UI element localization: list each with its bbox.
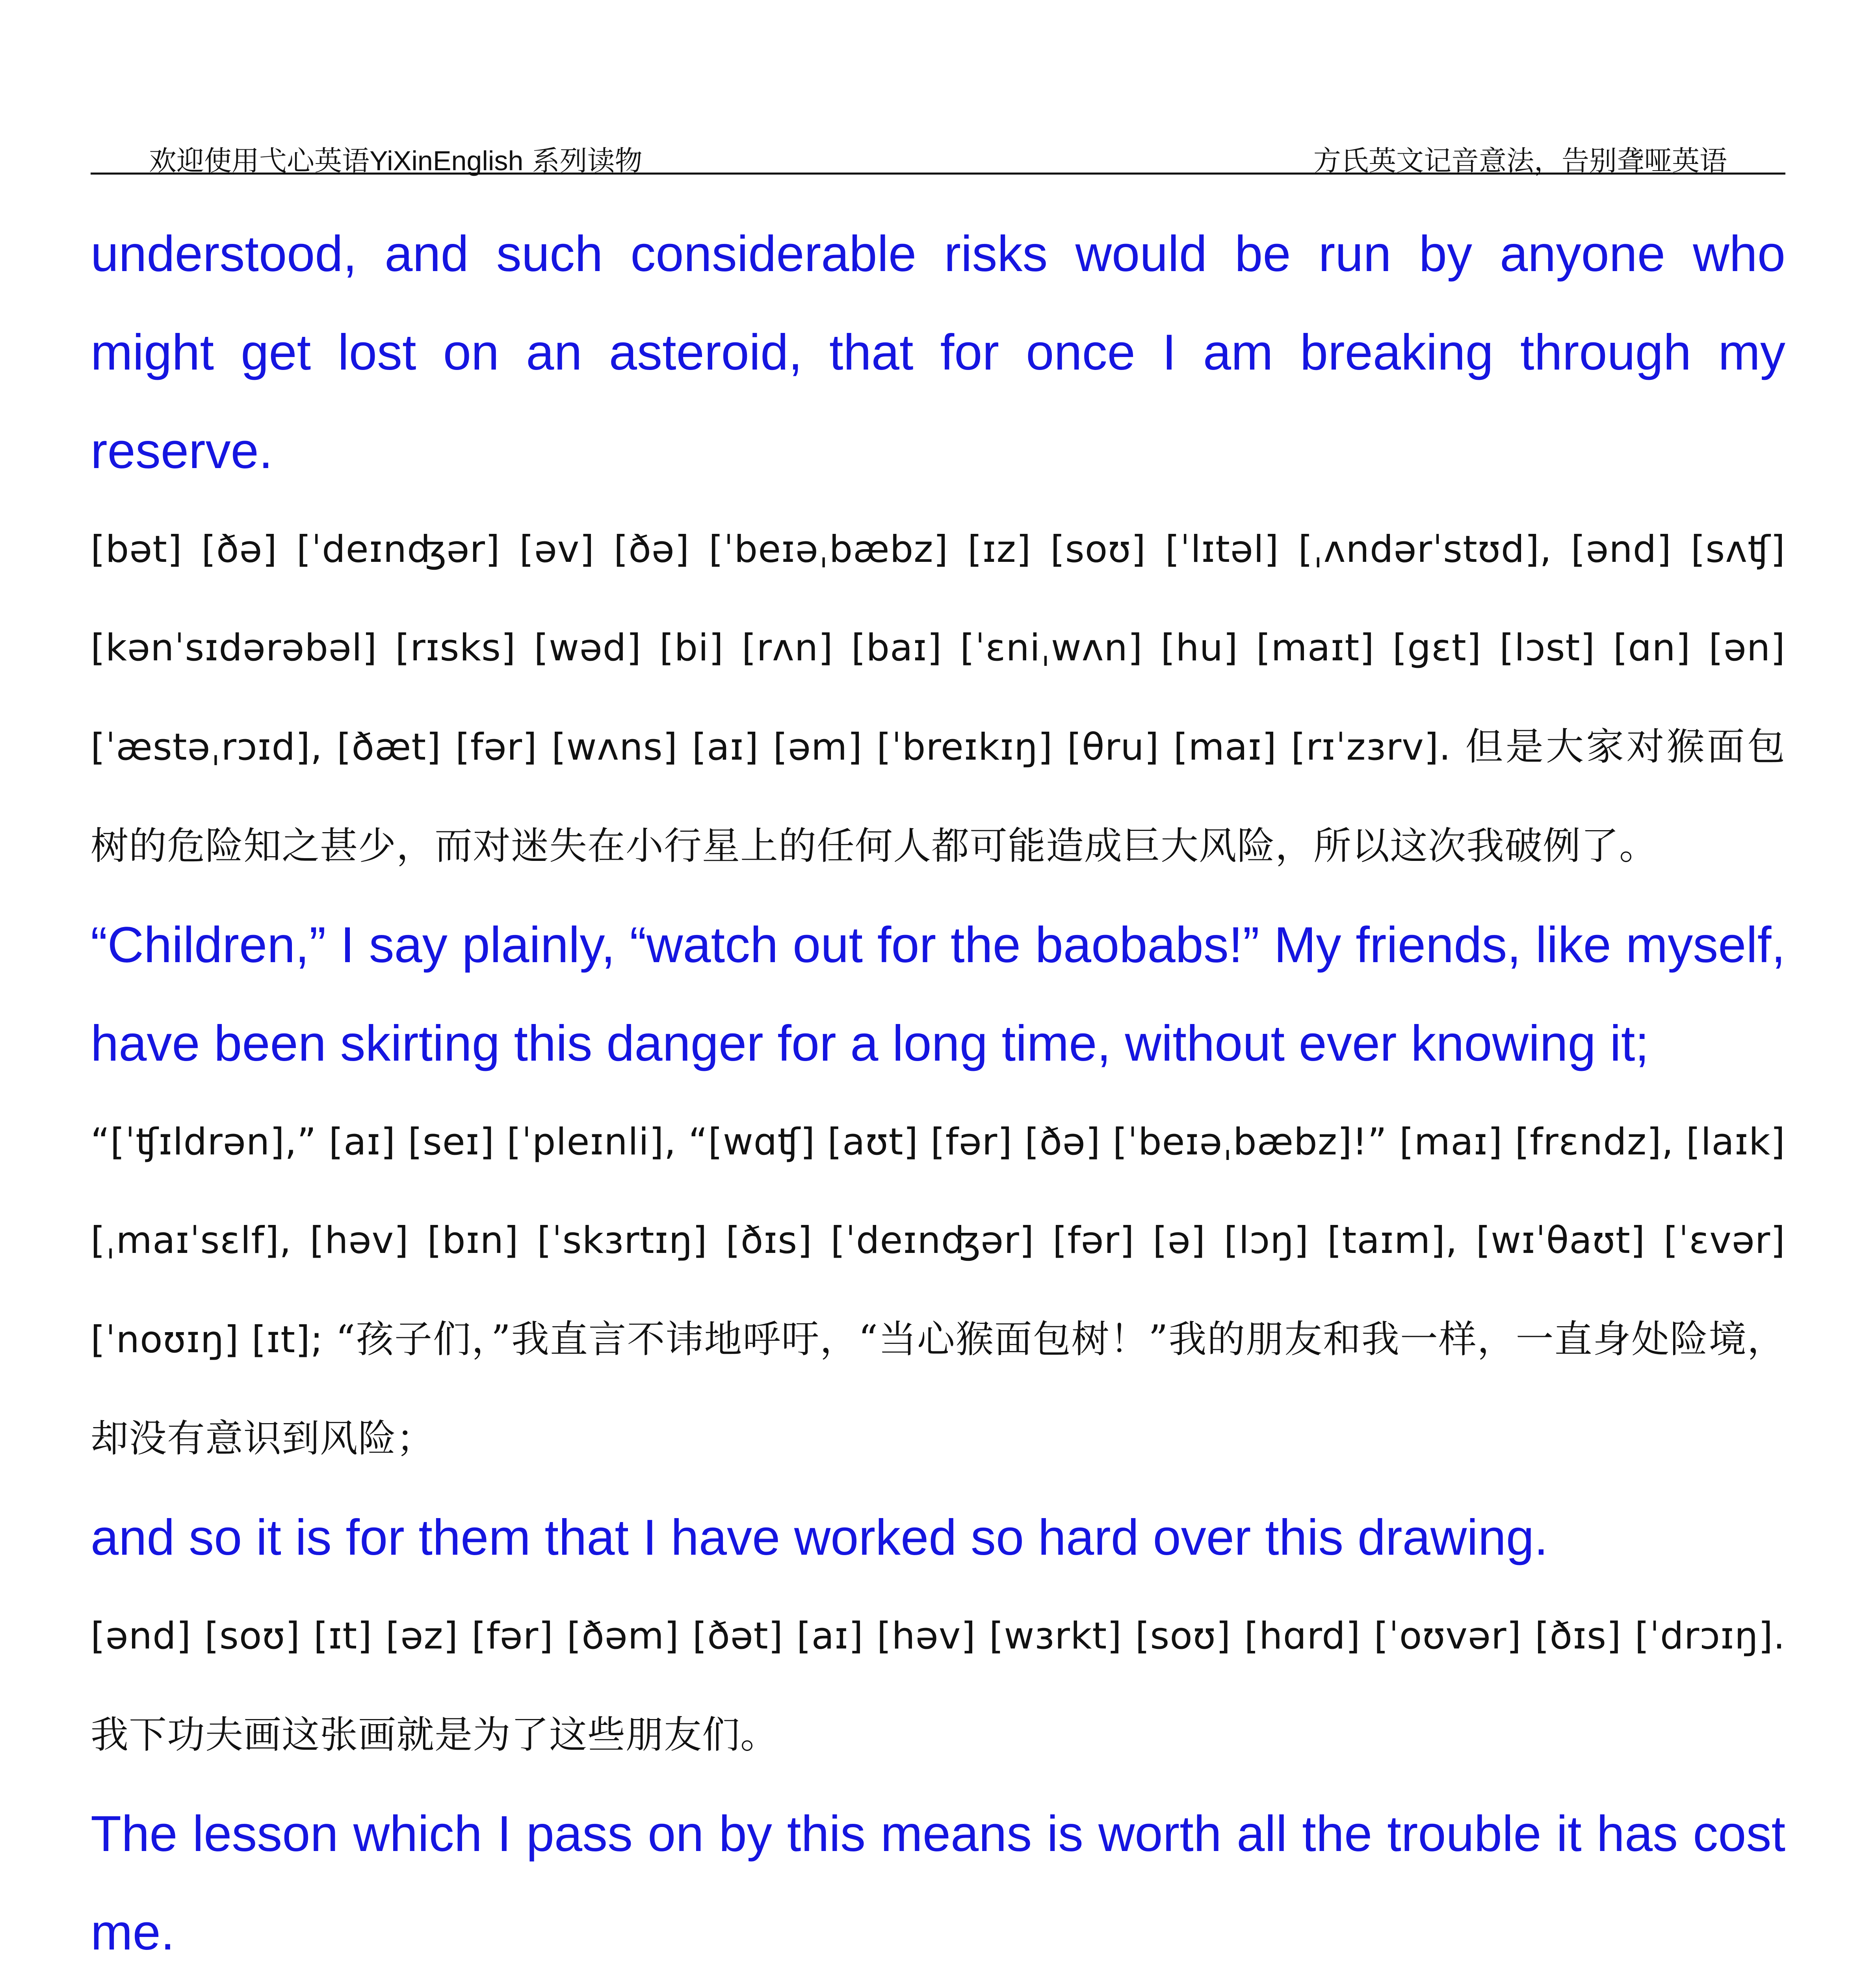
header-method-slogan: 方氏英文记音意法，告别聋哑英语 (1313, 145, 1727, 177)
english-passage-4: The lesson which I pass on by this means is worth all the trouble it has cost me. (91, 1806, 1785, 1961)
phonetic-transcription-2: “[ˈʧɪldrən],” [aɪ] [seɪ] [ˈpleɪnli], “[wɑʧ] [aʊt] [fər] [ðə] [ˈbeɪəˌbæbz]!” [maɪ] [frɛndz], [laɪk] [ˌmaɪˈsɛlf], [həv] [bɪn] [ˈskɜrtɪŋ] [ðɪs] [ˈdeɪnʤər] [fər] [ə] [lɔŋ] [taɪm], [wɪˈθaʊt] [ˈɛvər] [ˈnoʊɪŋ] [ɪt]; (91, 1121, 1785, 1361)
chinese-translation-1: 但是大家对猴面包树的危险知之甚少，而对迷失在小行星上的任何人都可能造成巨大风险，所以这次我破例了。 (91, 725, 1786, 868)
english-passage-3: and so it is for them that I have worked so hard over this drawing. (91, 1509, 1548, 1566)
page-header (91, 136, 1785, 175)
phonetic-translation-3 (91, 1587, 1785, 1785)
header-cn-suffix: 系列读物 (532, 145, 643, 177)
header-cn-prefix: 欢迎使用弋心英语 (149, 145, 370, 177)
phonetic-transcription-3: [ənd] [soʊ] [ɪt] [əz] [fər] [ðəm] [ðət] [aɪ] [həv] [wɜrkt] [soʊ] [hɑrd] [ˈoʊvər] [ðɪs] [ˈdrɔɪŋ]. (91, 1615, 1785, 1658)
header-series-title (149, 139, 643, 178)
header-brand: YiXinEnglish (370, 145, 524, 176)
phonetic-transcription-1: [bət] [ðə] [ˈdeɪnʤər] [əv] [ðə] [ˈbeɪəˌbæbz] [ɪz] [soʊ] [ˈlɪtəl] [ˌʌndərˈstʊd], [ənd] [sʌʧ] [kənˈsɪdərəbəl] [rɪsks] [wəd] [bi] [rʌn] [baɪ] [ˈɛniˌwʌn] [hu] [maɪt] [gɛt] [lɔst] [ɑn] [ən] [ˈæstəˌrɔɪd], [ðæt] [fər] [wʌns] [aɪ] [əm] [ˈbreɪkɪŋ] [θru] [maɪ] [rɪˈzɜrv]. (91, 528, 1785, 769)
phonetic-translation-2 (91, 1093, 1785, 1489)
chinese-translation-3: 我下功夫画这张画就是为了这些朋友们。 (91, 1713, 778, 1757)
phonetic-translation-1 (91, 500, 1785, 896)
reading-content (91, 205, 1785, 1970)
english-passage-1: understood, and such considerable risks would be run by anyone who might get lost on an asteroid, that for once I am breaking through my reserve. (91, 226, 1785, 479)
chinese-translation-2: “孩子们，”我直言不讳地呼吁，“当心猴面包树！”我的朋友和我一样，一直身处险境，却没有意识到风险； (91, 1317, 1785, 1461)
english-passage-2: “Children,” I say plainly, “watch out for the baobabs!” My friends, like myself, have been skirting this danger for a long time, without ever knowing it; (91, 917, 1785, 1072)
